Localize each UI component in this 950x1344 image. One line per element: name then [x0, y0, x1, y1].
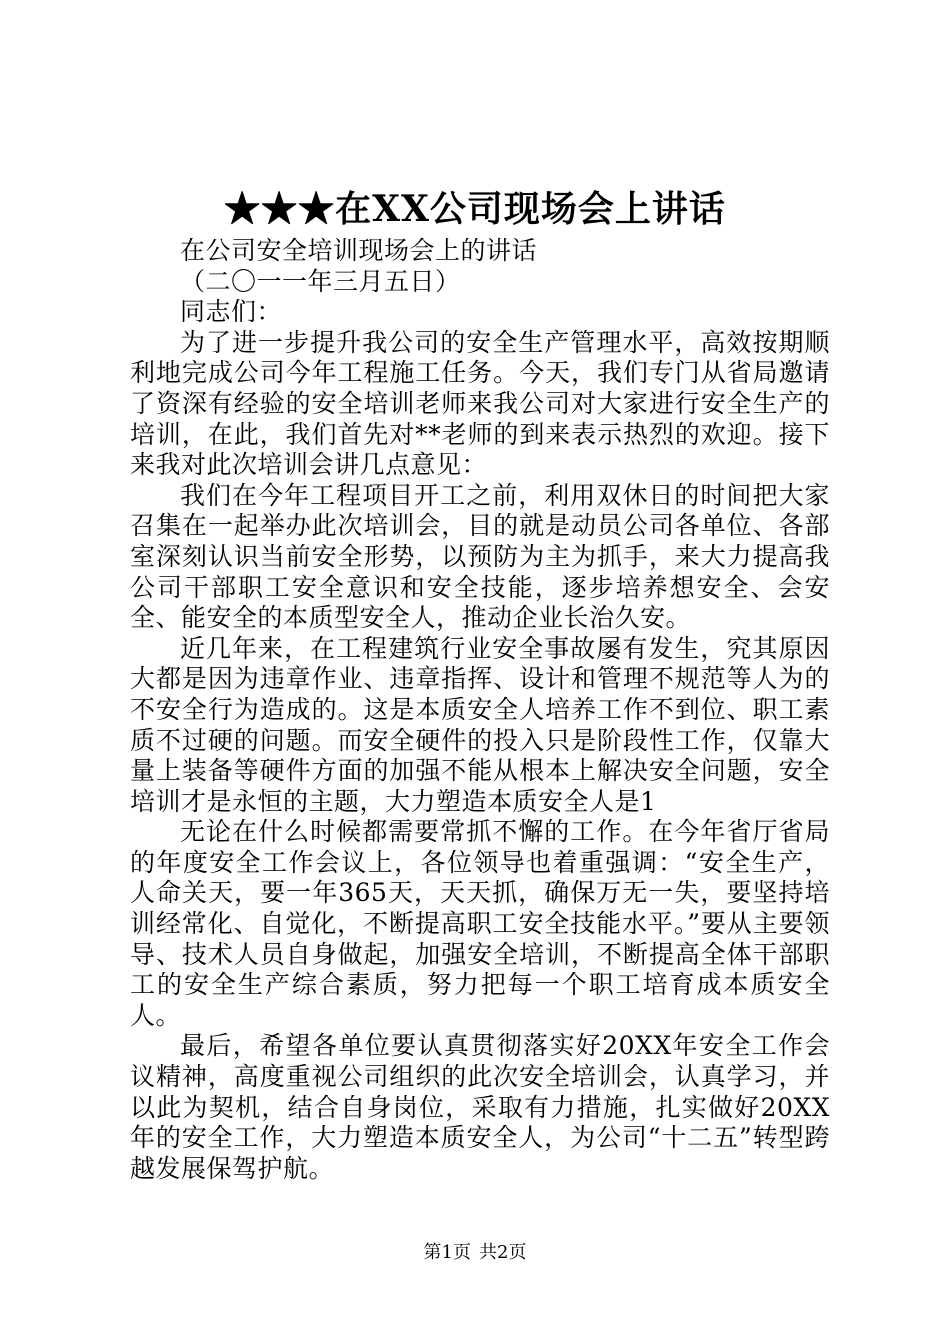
- salutation: 同志们：: [180, 297, 283, 327]
- paragraph-2: 我们在今年工程项目开工之前，利用双休日的时间把大家召集在一起举办此次培训会，目的就是动员公司各单位、各部室深刻认识当前安全形势，以预防为主为抓手，来大力提高我公司干部职工安全意识和安全技能，逐步培养想安全、会安全、能安全的本质型安全人，推动企业长治久安。: [130, 480, 830, 633]
- paragraph-1: 为了进一步提升我公司的安全生产管理水平，高效按期顺利地完成公司今年工程施工任务。今天，我们专门从省局邀请了资深有经验的安全培训老师来我公司对大家进行安全生产的培训，在此，我们首先对**老师的到来表示热烈的欢迎。接下来我对此次培训会讲几点意见：: [130, 327, 830, 480]
- paragraph-4: 无论在什么时候都需要常抓不懈的工作。在今年省厅省局的年度安全工作会议上，各位领导也着重强调：“安全生产，人命关天，要一年365天，天天抓，确保万无一失，要坚持培训经常化、自觉化，不断提高职工安全技能水平。”要从主要领导、技术人员自身做起，加强安全培训，不断提高全体干部职工的安全生产综合素质，努力把每一个职工培育成本质安全人。: [130, 817, 830, 1030]
- page-number-current: 第1页: [423, 1242, 471, 1263]
- document-date: （二〇一一年三月五日）: [180, 266, 461, 296]
- document-body: [130, 236, 830, 1184]
- paragraph-5: 最后，希望各单位要认真贯彻落实好20XX年安全工作会议精神，高度重视公司组织的此次安全培训会，认真学习，并以此为契机，结合自身岗位，采取有力措施，扎实做好20XX年的安全工作，大力塑造本质安全人，为公司“十二五”转型跨越发展保驾护航。: [130, 1031, 830, 1183]
- page-number-total: 共2页: [479, 1242, 527, 1263]
- document-subtitle: 在公司安全培训现场会上的讲话: [180, 236, 538, 265]
- document-title: ★★★在XX公司现场会上讲话: [224, 188, 726, 230]
- page-footer: [0, 1240, 950, 1266]
- paragraph-3: 近几年来，在工程建筑行业安全事故屡有发生，究其原因大都是因为违章作业、违章指挥、设计和管理不规范等人为的不安全行为造成的。这是本质安全人培养工作不到位、职工素质不过硬的问题。而安全硬件的投入只是阶段性工作，仅靠大量上装备等硬件方面的加强不能从根本上解决安全问题，安全培训才是永恒的主题，大力塑造本质安全人是1: [130, 633, 830, 816]
